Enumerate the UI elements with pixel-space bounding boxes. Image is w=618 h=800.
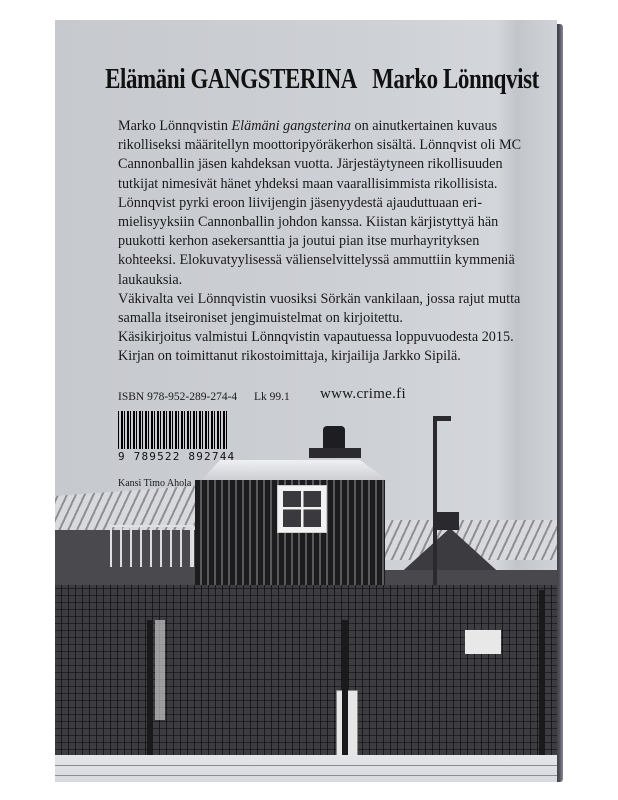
book-author: Marko Lönnqvist <box>372 64 539 95</box>
photo-snowy-ground <box>55 755 557 782</box>
photo-tower-roof <box>190 460 390 482</box>
photo-wall-window <box>465 630 501 654</box>
photo-tower-cap <box>309 448 361 458</box>
photo-fence-highlight <box>155 620 165 720</box>
photo-chimney <box>435 512 459 530</box>
blurb-paragraph-5: Kirjan on toimittanut rikostoimittaja, kirjailija Jarkko Sipilä. <box>118 348 461 365</box>
barcode <box>118 411 228 449</box>
photo-fence-post <box>342 620 348 770</box>
photo-tower-window <box>277 485 327 533</box>
photo-ground-line <box>55 775 557 776</box>
blurb-p1-suffix: on ainutkertainen kuvaus rikolliseksi määritellyn moottoripyöräkerhon sisältä. Lönnqvist oli MC Cannonballin jäsen kahdeksan vuotta. Järjestäytyneen rikollisuuden tutkijat nimesivät hänet yhdeksi maan vaarallisimmista rikollisista. <box>118 118 522 192</box>
blurb-p1-book-title: Elämäni gangsterina <box>231 118 351 134</box>
library-classification: Lk 99.1 <box>254 391 290 403</box>
blurb-text <box>118 117 538 367</box>
photo-balcony-railing <box>110 525 194 567</box>
photo-security-fence <box>55 585 557 763</box>
photo-tower-chimney <box>323 426 345 448</box>
cover-heading <box>100 64 539 96</box>
cover-photo-prison <box>55 420 557 782</box>
photo-ground-line <box>55 765 557 766</box>
photo-fence-post <box>147 620 153 770</box>
cover-credit: Kansi Timo Ahola <box>118 478 192 489</box>
book-back-cover <box>55 20 557 782</box>
blurb-p1-prefix: Marko Lönnqvistin <box>118 118 232 134</box>
publisher-website: www.crime.fi <box>320 386 406 402</box>
blurb-paragraph-1 <box>118 117 538 194</box>
blurb-paragraph-2: Lönnqvist pyrki eroon liivijengin jäsenyydestä ajauduttuaan erimielisyyksiin Cannonballin johdon kanssa. Kiistan kärjistyttyä hän puukotti kerhon asekersanttia ja joutui pian itse murhayrityksen kohteeksi. Elokuvatyylisessä välienselvittelyssä ammuttiin kymmeniä laukauksia. <box>118 194 515 288</box>
blurb-paragraph-4: Käsikirjoitus valmistui Lönnqvistin vapautuessa loppuvuodesta 2015. <box>118 329 514 346</box>
publication-info <box>118 386 518 408</box>
blurb-paragraph-3: Väkivalta vei Lönnqvistin vuosiksi Sörkän vankilaan, jossa rajut mutta samalla itseironiset jengimuistelmat on kirjoitettu. <box>118 290 521 327</box>
isbn-label: ISBN 978-952-289-274-4 <box>118 391 238 403</box>
photo-fence-post <box>539 590 545 770</box>
book-title: Elämäni GANGSTERINA <box>105 64 357 95</box>
barcode-number: 9 789522 892744 <box>118 450 236 463</box>
